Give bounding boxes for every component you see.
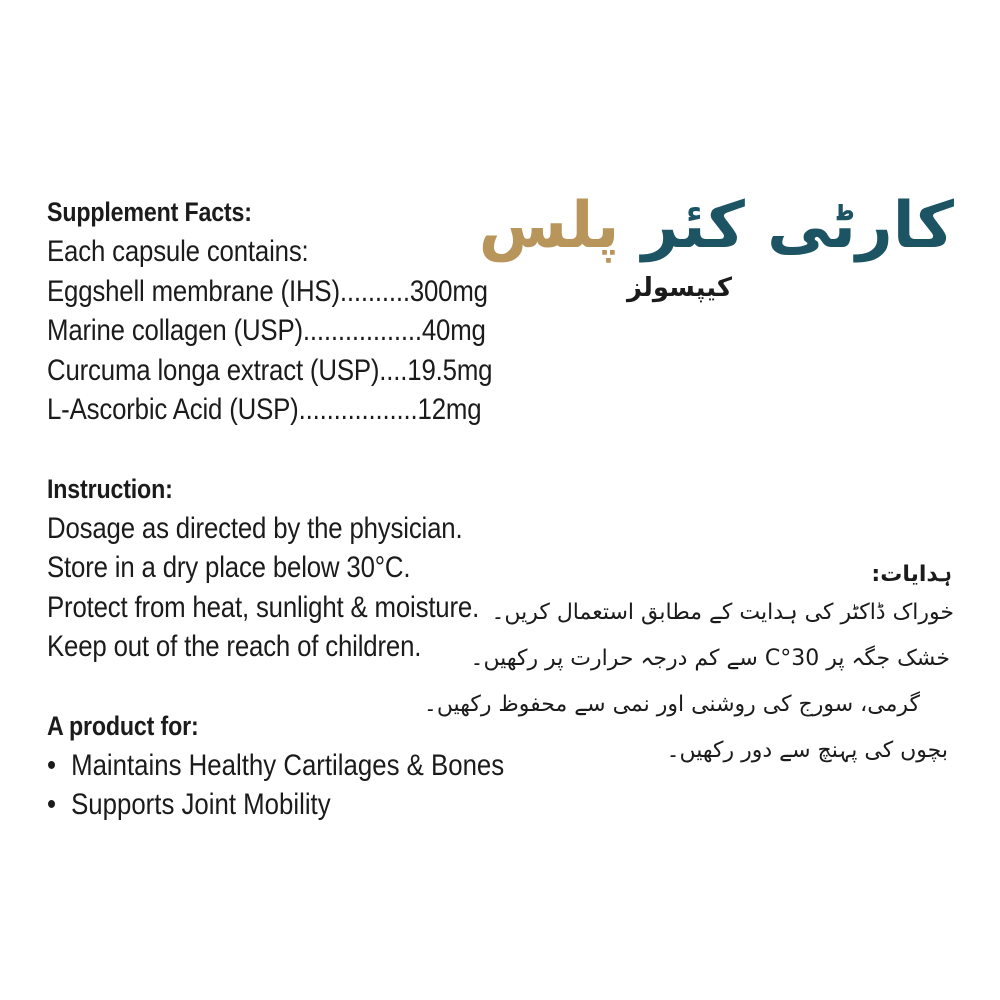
urdu-instruction-protect: گرمی، سورج کی روشنی اور نمی سے محفوظ رکھیں۔: [423, 692, 920, 717]
instruction-children: Keep out of the reach of children.: [47, 630, 422, 663]
supplement-panel: [47, 192, 567, 825]
brand-logo: [478, 186, 954, 303]
urdu-instruction-storage: خشک جگہ پر 30°C سے کم درجہ حرارت پر رکھیں۔: [470, 646, 950, 671]
spacer: [47, 430, 567, 469]
brand-subtitle: کیپسولز: [626, 273, 732, 303]
benefit-text: Supports Joint Mobility: [71, 788, 331, 821]
instruction-protect: Protect from heat, sunlight & moisture.: [47, 590, 480, 624]
urdu-instructions-title: ہدایات:: [871, 562, 952, 587]
urdu-instructions-panel: [423, 556, 954, 778]
supplement-facts-title: Supplement Facts:: [47, 197, 252, 227]
urdu-instruction-children: بچوں کی پہنچ سے دور رکھیں۔: [666, 738, 948, 763]
brand-name: [479, 186, 954, 266]
instruction-dosage: Dosage as directed by the physician.: [47, 511, 463, 545]
benefit-item: [47, 785, 494, 825]
bullet-icon: •: [47, 748, 57, 782]
bullet-icon: •: [47, 788, 57, 821]
ingredient-eggshell: Eggshell membrane (IHS)..........300mg: [47, 274, 488, 308]
ingredient-collagen: Marine collagen (USP).................40mg: [47, 314, 486, 347]
ingredient-ascorbic: L-Ascorbic Acid (USP).................12mg: [47, 393, 482, 426]
benefit-item: [47, 746, 505, 786]
benefit-text: Maintains Healthy Cartilages & Bones: [71, 748, 505, 782]
ingredient-curcuma: Curcuma longa extract (USP)....19.5mg: [47, 353, 493, 387]
product-for-title: A product for:: [47, 710, 199, 741]
instruction-title: Instruction:: [47, 473, 173, 504]
urdu-instruction-dosage: خوراک ڈاکٹر کی ہدایت کے مطابق استعمال کریں۔: [491, 600, 954, 625]
brand-name-accent: پلس: [478, 189, 620, 263]
capsule-intro: Each capsule contains:: [47, 235, 309, 268]
instruction-storage: Store in a dry place below 30°C.: [47, 551, 411, 584]
brand-name-main: کارٹی کئر: [641, 189, 954, 263]
